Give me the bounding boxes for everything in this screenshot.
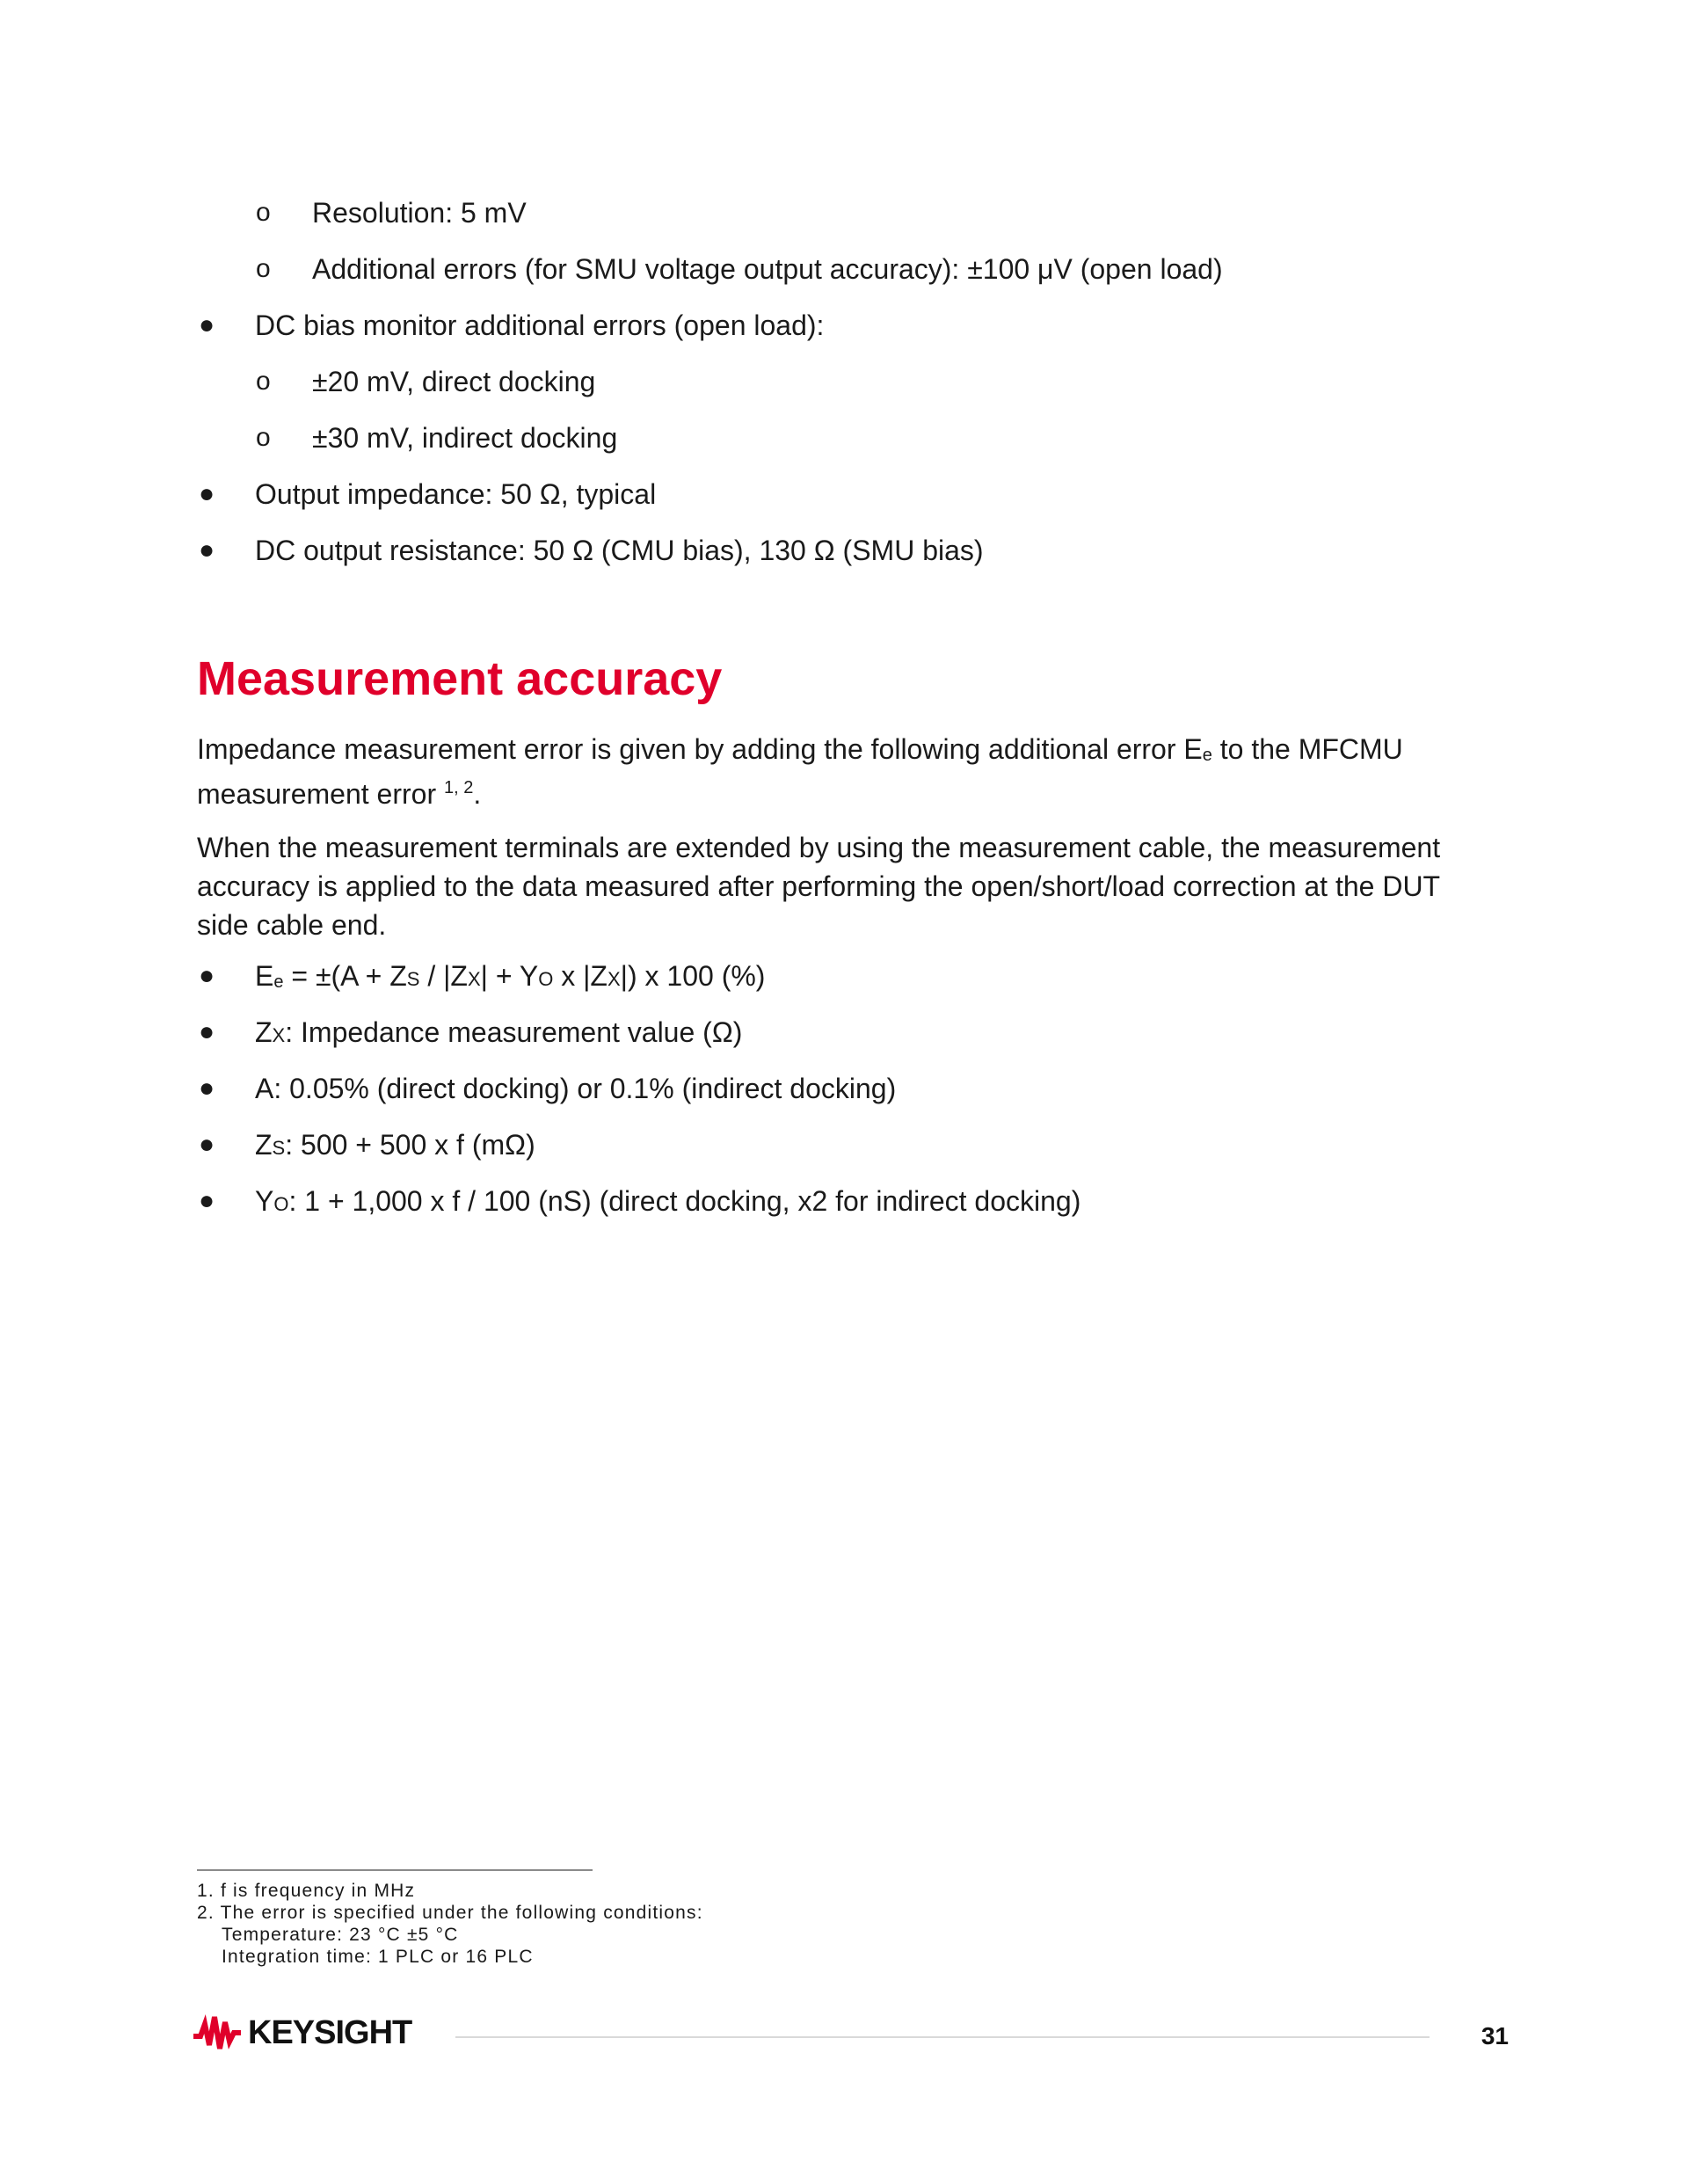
page-number: 31 — [1481, 2022, 1509, 2049]
subscript: S — [406, 968, 420, 990]
para-text: Impedance measurement error is given by adding the following additional error E — [197, 733, 1203, 765]
dot-bullet: ● — [199, 1186, 215, 1215]
keysight-wave-icon — [192, 2013, 243, 2052]
footnote-2-integration: Integration time: 1 PLC or 16 PLC — [222, 1947, 534, 1967]
footnote-2: 2. The error is specified under the following conditions: — [197, 1903, 703, 1923]
dot-bullet: ● — [199, 1074, 215, 1103]
eq-text: x |Z — [553, 960, 608, 992]
subscript: X — [467, 968, 481, 990]
section-heading: Measurement accuracy — [197, 652, 723, 705]
dot-bullet: ● — [199, 961, 215, 990]
a-definition: A: 0.05% (direct docking) or 0.1% (indirect docking) — [255, 1073, 897, 1104]
subscript: X — [607, 968, 621, 990]
dot-bullet: ● — [199, 310, 215, 339]
eq-text: | + Y — [480, 960, 539, 992]
list-item-text: DC output resistance: 50 Ω (CMU bias), 130 Ω (SMU bias) — [255, 535, 984, 566]
keysight-logo — [192, 2013, 411, 2052]
subscript: e — [273, 972, 284, 992]
list-item — [197, 1127, 1516, 1183]
symbol: Y — [255, 1185, 274, 1217]
circle-bullet: o — [256, 198, 271, 227]
circle-bullet: o — [256, 367, 271, 396]
list-item-text: Resolution: 5 mV — [312, 197, 527, 229]
keysight-wordmark: KEYSIGHT — [248, 2013, 412, 2051]
footer-divider — [455, 2036, 1430, 2038]
zx-definition — [255, 1015, 742, 1053]
subscript: X — [272, 1024, 286, 1046]
spec-list — [197, 195, 1516, 589]
eq-text: : Impedance measurement value (Ω) — [285, 1016, 743, 1048]
list-item — [197, 1015, 1516, 1071]
list-item — [197, 477, 1516, 533]
list-item — [197, 308, 1516, 364]
eq-text: = ±(A + Z — [283, 960, 407, 992]
list-item-text: Additional errors (for SMU voltage output accuracy): ±100 μV (open load) — [312, 253, 1223, 285]
list-item-text: DC bias monitor additional errors (open load): — [255, 309, 825, 341]
dot-bullet: ● — [199, 1017, 215, 1046]
circle-bullet: o — [256, 423, 271, 452]
subscript: O — [538, 968, 554, 990]
list-item-text: ±30 mV, indirect docking — [312, 422, 618, 454]
list-item — [197, 195, 1516, 251]
list-item — [197, 420, 1516, 477]
symbol: Z — [255, 1129, 273, 1161]
dot-bullet: ● — [199, 1130, 215, 1159]
intro-paragraph — [197, 730, 1481, 813]
list-item — [197, 251, 1516, 308]
list-item-text: Output impedance: 50 Ω, typical — [255, 478, 657, 510]
list-item — [197, 533, 1516, 589]
eq-text: : 1 + 1,000 x f / 100 (nS) (direct docking, x2 for indirect docking) — [288, 1185, 1081, 1217]
error-equation — [255, 958, 765, 1000]
subscript-e: e — [1202, 746, 1212, 765]
list-item — [197, 1071, 1516, 1127]
error-terms-list — [197, 958, 1516, 1240]
yo-definition — [255, 1183, 1080, 1222]
eq-text: / |Z — [419, 960, 468, 992]
footnote-2-temperature: Temperature: 23 °C ±5 °C — [222, 1925, 459, 1945]
eq-text: : 500 + 500 x f (mΩ) — [285, 1129, 535, 1161]
footnote-divider — [197, 1869, 593, 1871]
list-item — [197, 958, 1516, 1015]
footnotes — [197, 1880, 703, 1968]
eq-text: |) x 100 (%) — [620, 960, 766, 992]
symbol: E — [255, 960, 274, 992]
para-text: to the MFCMU measurement error — [197, 733, 1403, 810]
zs-definition — [255, 1127, 535, 1166]
footnote-refs: 1, 2 — [443, 778, 474, 797]
subscript: O — [273, 1193, 289, 1215]
footnote-1: 1. f is frequency in MHz — [197, 1881, 416, 1901]
symbol: Z — [255, 1016, 273, 1048]
dot-bullet: ● — [199, 535, 215, 564]
dot-bullet: ● — [199, 479, 215, 508]
circle-bullet: o — [256, 254, 271, 283]
cable-paragraph: When the measurement terminals are extended by using the measurement cable, the measurement accuracy is applied to the data measured after performing the open/short/load correction at the DUT side cable end. — [197, 832, 1441, 941]
list-item — [197, 1183, 1516, 1240]
subscript: S — [272, 1137, 286, 1159]
list-item-text: ±20 mV, direct docking — [312, 366, 596, 397]
para-text: . — [473, 778, 482, 810]
list-item — [197, 364, 1516, 420]
